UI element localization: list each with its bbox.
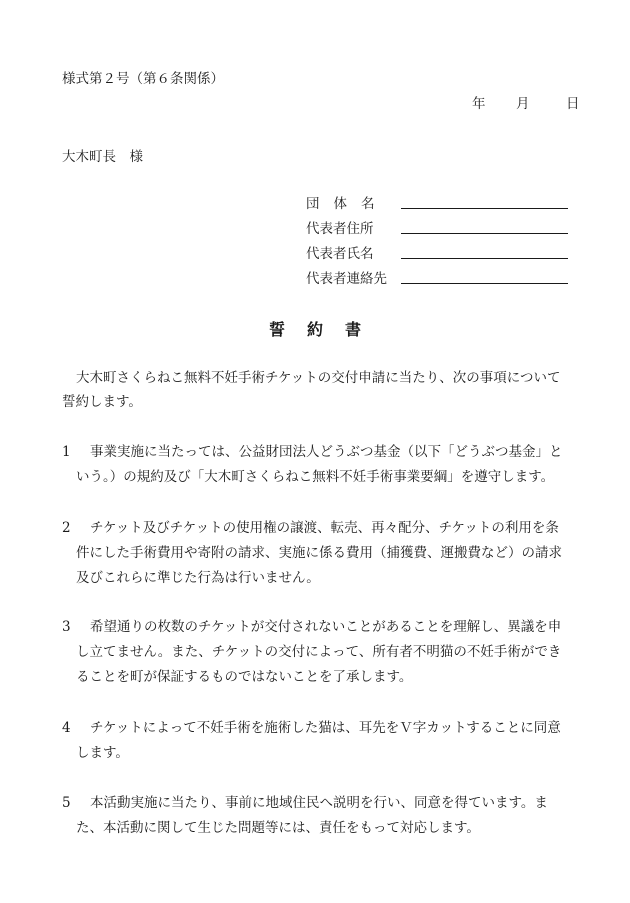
- pledge-item: [62, 440, 568, 490]
- organization-name-field[interactable]: [401, 208, 568, 209]
- item-number: 2: [62, 520, 71, 536]
- item-text: チケットによって不妊手術を施術した猫は、耳先をＶ字カットすることに同意します。: [76, 720, 561, 761]
- item-text: 事業実施に当たっては、公益財団法人どうぶつ基金（以下「どうぶつ基金」という。）の規約及び「大木町さくらねこ無料不妊手術事業要綱」を遵守します。: [76, 444, 563, 485]
- field-label: 代表者連絡先: [306, 271, 387, 287]
- addressee: 大木町長 様: [62, 149, 143, 165]
- pledge-item: [62, 615, 568, 690]
- representative-contact-field[interactable]: [401, 283, 568, 284]
- item-number: 5: [62, 795, 71, 811]
- item-text: 本活動実施に当たり、事前に地域住民へ説明を行い、同意を得ています。また、本活動に関して生じた問題等には、責任をもって対応します。: [76, 795, 548, 836]
- item-number: 3: [62, 619, 71, 635]
- pledge-item: [62, 791, 568, 841]
- pledge-item: [62, 516, 568, 591]
- representative-name-field[interactable]: [401, 258, 568, 259]
- representative-address-field[interactable]: [401, 233, 568, 234]
- field-label: 代表者氏名: [306, 246, 374, 262]
- date-line: [472, 92, 580, 112]
- field-label: 団体名: [306, 196, 389, 212]
- date-year-label: 年: [472, 96, 486, 112]
- item-text: チケット及びチケットの使用権の譲渡、転売、再々配分、チケットの利用を条件にした手術費用や寄附の請求、実施に係る費用（捕獲費、運搬費など）の請求及びこれらに準じた行為は行いません。: [76, 520, 562, 586]
- pledge-item: [62, 716, 568, 766]
- field-label: 代表者住所: [306, 221, 374, 237]
- date-month-label: 月: [516, 96, 530, 112]
- date-day-label: 日: [566, 96, 580, 112]
- item-text: 希望通りの枚数のチケットが交付されないことがあることを理解し、異議を申し立てません。また、チケットの交付によって、所有者不明猫の不妊手術ができることを町が保証するものではないことを了承します。: [76, 619, 562, 685]
- item-number: 4: [62, 720, 71, 736]
- form-number: 様式第２号（第６条関係）: [62, 71, 224, 87]
- item-number: 1: [62, 444, 71, 460]
- intro-paragraph: 大木町さくらねこ無料不妊手術チケットの交付申請に当たり、次の事項について誓約します。: [62, 370, 561, 410]
- document-title: 誓約書: [268, 320, 383, 339]
